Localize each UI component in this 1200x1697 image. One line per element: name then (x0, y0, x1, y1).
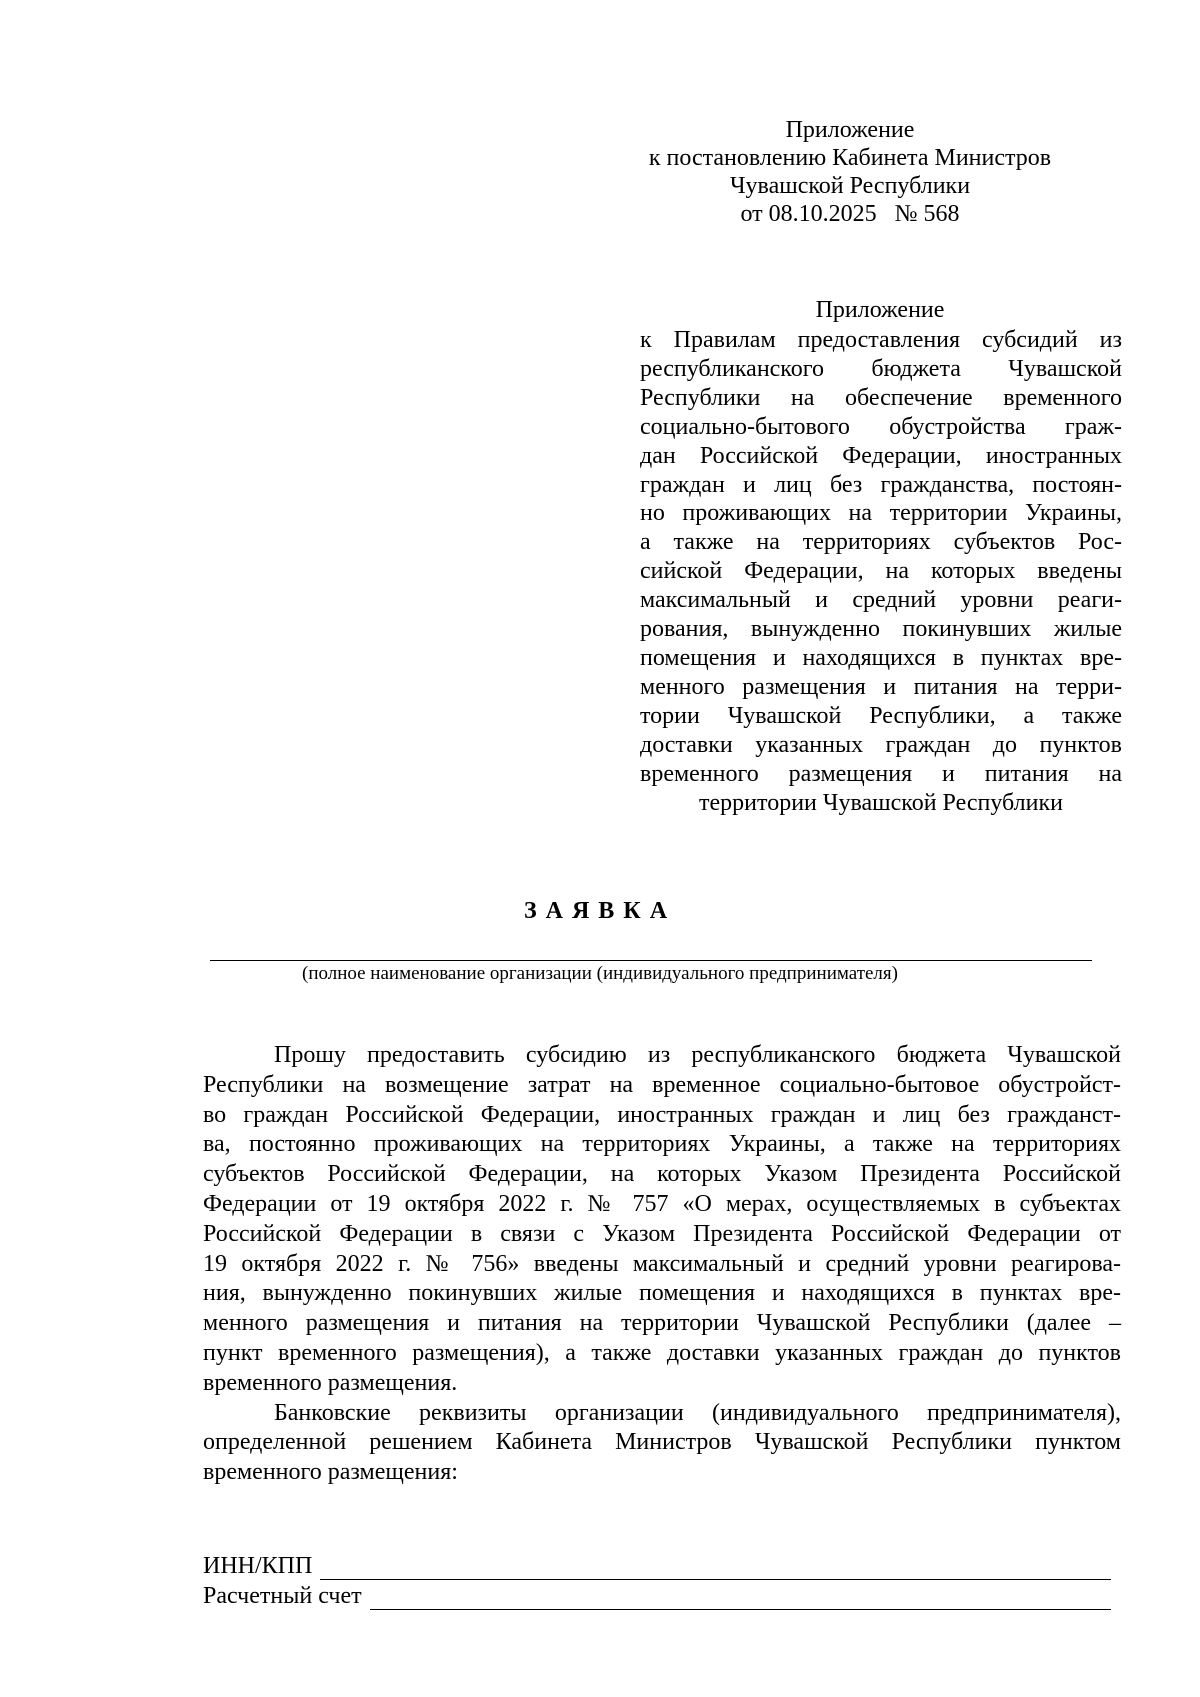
body-line: определенной решением Кабинета Министров Чувашской Республики пунктом (203, 1429, 1121, 1456)
body-line: 19 октября 2022 г. № 756» введены максимальный и средний уровни реагирова- (203, 1250, 1121, 1277)
appendix-rules-line: менного размещения и питания на терри- (640, 673, 1122, 700)
appendix-rules-line: максимальный и средний уровни реаги- (640, 587, 1122, 614)
appendix-main-line: к постановлению Кабинета Министров (648, 145, 1052, 171)
body-line: менного размещения и питания на территории Чувашской Республики (далее – (203, 1310, 1121, 1337)
organization-name-caption: (полное наименование организации (индивидуального предпринимателя) (302, 963, 898, 984)
inn-kpp-field[interactable] (320, 1557, 1111, 1580)
appendix-main-line: от 08.10.2025 № 568 (740, 201, 960, 227)
appendix-rules-title: Приложение (815, 297, 945, 323)
appendix-rules-line: доставки указанных граждан до пунктов (640, 731, 1122, 758)
appendix-rules-line: республиканского бюджета Чувашской (640, 355, 1122, 382)
account-field[interactable] (370, 1587, 1111, 1610)
document-title: ЗАЯВКА (523, 898, 677, 924)
appendix-rules-line: рования, вынужденно покинувших жилые (640, 616, 1122, 643)
body-line: во граждан Российской Федерации, иностранных граждан и лиц без гражданст- (203, 1101, 1121, 1128)
appendix-rules-line: а также на территориях субъектов Рос- (640, 529, 1122, 556)
body-line: субъектов Российской Федерации, на которых Указом Президента Российской (203, 1161, 1121, 1188)
inn-kpp-label: ИНН/КПП (203, 1553, 313, 1579)
appendix-rules-line: к Правилам предоставления субсидий из (640, 327, 1122, 353)
appendix-rules-line: сийской Федерации, на которых введены (640, 558, 1122, 585)
appendix-rules-line: социально-бытового обустройства граж- (640, 413, 1122, 440)
body-line: Республики на возмещение затрат на временное социально-бытовое обустройст- (203, 1071, 1121, 1098)
account-row (203, 1580, 1111, 1610)
body-line: Федерации от 19 октября 2022 г. № 757 «О мерах, осуществляемых в субъектах (203, 1190, 1121, 1217)
application-body (203, 1041, 1121, 1488)
appendix-rules-line: территории Чувашской Республики (699, 789, 1063, 816)
appendix-main-line: Чувашской Республики (729, 173, 971, 199)
body-line: ния, вынужденно покинувших жилые помещения и находящихся в пунктах вре- (203, 1280, 1121, 1307)
appendix-rules-line: помещения и находящихся в пунктах вре- (640, 644, 1122, 671)
body-line: временного размещения: (203, 1459, 458, 1486)
appendix-rules-line: Республики на обеспечение временного (640, 384, 1122, 411)
organization-name-line[interactable] (210, 960, 1092, 961)
appendix-rules-line: тории Чувашской Республики, а также (640, 702, 1122, 729)
body-line: Прошу предоставить субсидию из республиканского бюджета Чувашской (274, 1042, 1121, 1068)
appendix-rules-body (640, 326, 1122, 817)
appendix-main-header (600, 116, 1100, 228)
body-line: ва, постоянно проживающих на территориях Украины, а также на территориях (203, 1131, 1121, 1158)
body-line: временного размещения. (203, 1369, 458, 1396)
body-line: Банковские реквизиты организации (индивидуального предпринимателя), (274, 1399, 1121, 1426)
account-label: Расчетный счет (203, 1583, 362, 1609)
body-line: Российской Федерации в связи с Указом Президента Российской Федерации от (203, 1220, 1121, 1247)
inn-kpp-row (203, 1550, 1111, 1580)
appendix-rules-line: но проживающих на территории Украины, (640, 500, 1122, 527)
body-line: пункт временного размещения), а также доставки указанных граждан до пунктов (203, 1339, 1121, 1366)
appendix-rules-line: граждан и лиц без гражданства, постоян- (640, 471, 1122, 498)
appendix-main-line: Приложение (785, 117, 915, 143)
appendix-rules-line: временного размещения и питания на (640, 760, 1122, 787)
appendix-rules-line: дан Российской Федерации, иностранных (640, 442, 1122, 469)
